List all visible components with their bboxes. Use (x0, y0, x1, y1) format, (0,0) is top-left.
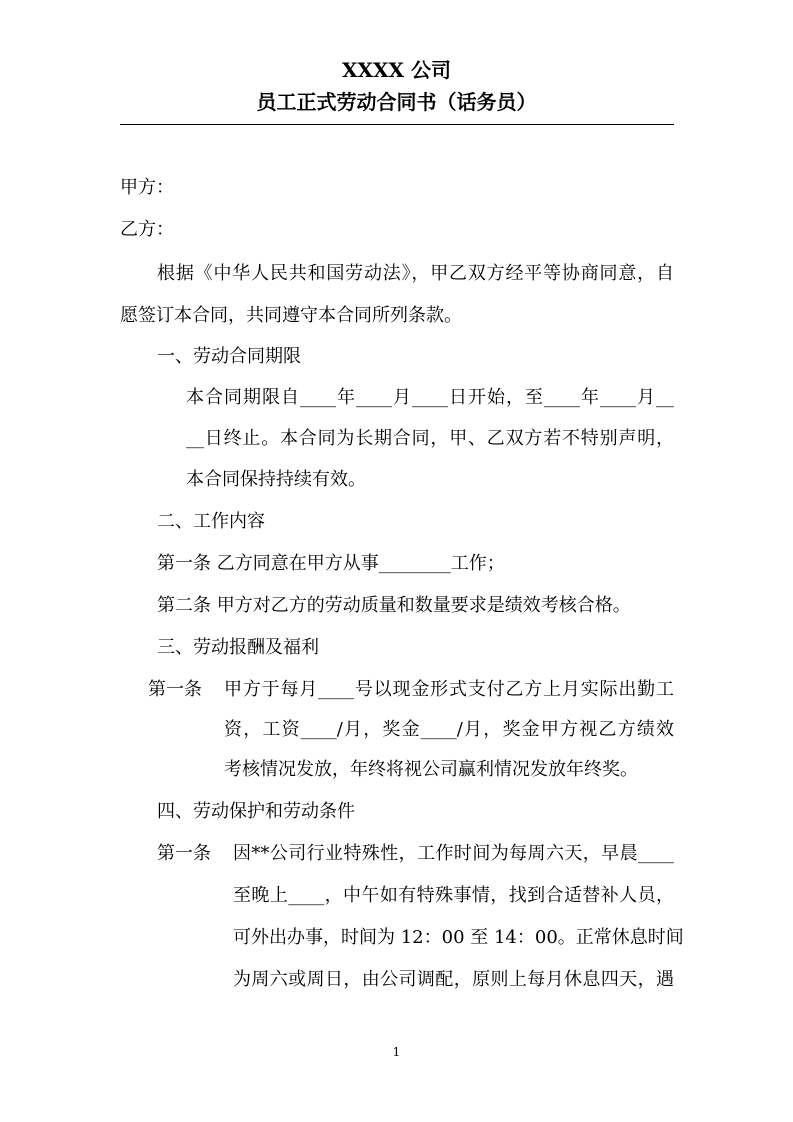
section-1-heading: 一、劳动合同期限 (157, 346, 301, 367)
title-divider (120, 124, 674, 125)
section-3-heading: 三、劳动报酬及福利 (157, 637, 319, 658)
section-4-line-3: 可外出办事，时间为 12：00 至 14：00。正常休息时间 (233, 927, 684, 948)
preamble-line-1: 根据《中华人民共和国劳动法》，甲乙双方经平等协商同意，自 (157, 263, 674, 284)
section-2-heading: 二、工作内容 (157, 511, 265, 532)
section-2-clause-2: 第二条 甲方对乙方的劳动质量和数量要求是绩效考核合格。 (157, 595, 631, 616)
section-4-line-1: 因**公司行业特殊性，工作时间为每周六天，早晨____ (233, 843, 674, 864)
section-1-line-2: __日终止。本合同为长期合同，甲、乙双方若不特别声明， (186, 428, 674, 449)
contract-title: 员工正式劳动合同书（话务员） (256, 90, 537, 114)
section-3-line-1: 甲方于每月____号以现金形式支付乙方上月实际出勤工 (224, 679, 674, 700)
section-3-clause-label: 第一条 (148, 679, 202, 700)
page-number: 1 (392, 1045, 401, 1059)
section-1-line-3: 本合同保持持续有效。 (186, 469, 366, 490)
section-4-clause-label: 第一条 (157, 843, 211, 864)
section-3-line-2: 资，工资____/月，奖金____/月，奖金甲方视乙方绩效 (224, 719, 674, 740)
company-name: XXXX 公司 (341, 58, 452, 82)
section-2-clause-1: 第一条 乙方同意在甲方从事________工作； (157, 553, 505, 574)
section-4-line-2: 至晚上____，中午如有特殊事情，找到合适替补人员， (233, 885, 674, 906)
section-3-line-3: 考核情况发放，年终将视公司赢利情况发放年终奖。 (224, 759, 638, 780)
section-4-heading: 四、劳动保护和劳动条件 (157, 801, 355, 822)
preamble-line-2: 愿签订本合同，共同遵守本合同所列条款。 (120, 305, 462, 326)
party-a-label: 甲方： (120, 177, 174, 198)
party-b-label: 乙方： (120, 219, 174, 240)
section-1-line-1: 本合同期限自____年____月____日开始，至____年____月__ (186, 387, 674, 408)
section-4-line-4: 为周六或周日，由公司调配，原则上每月休息四天，遇 (233, 969, 674, 990)
